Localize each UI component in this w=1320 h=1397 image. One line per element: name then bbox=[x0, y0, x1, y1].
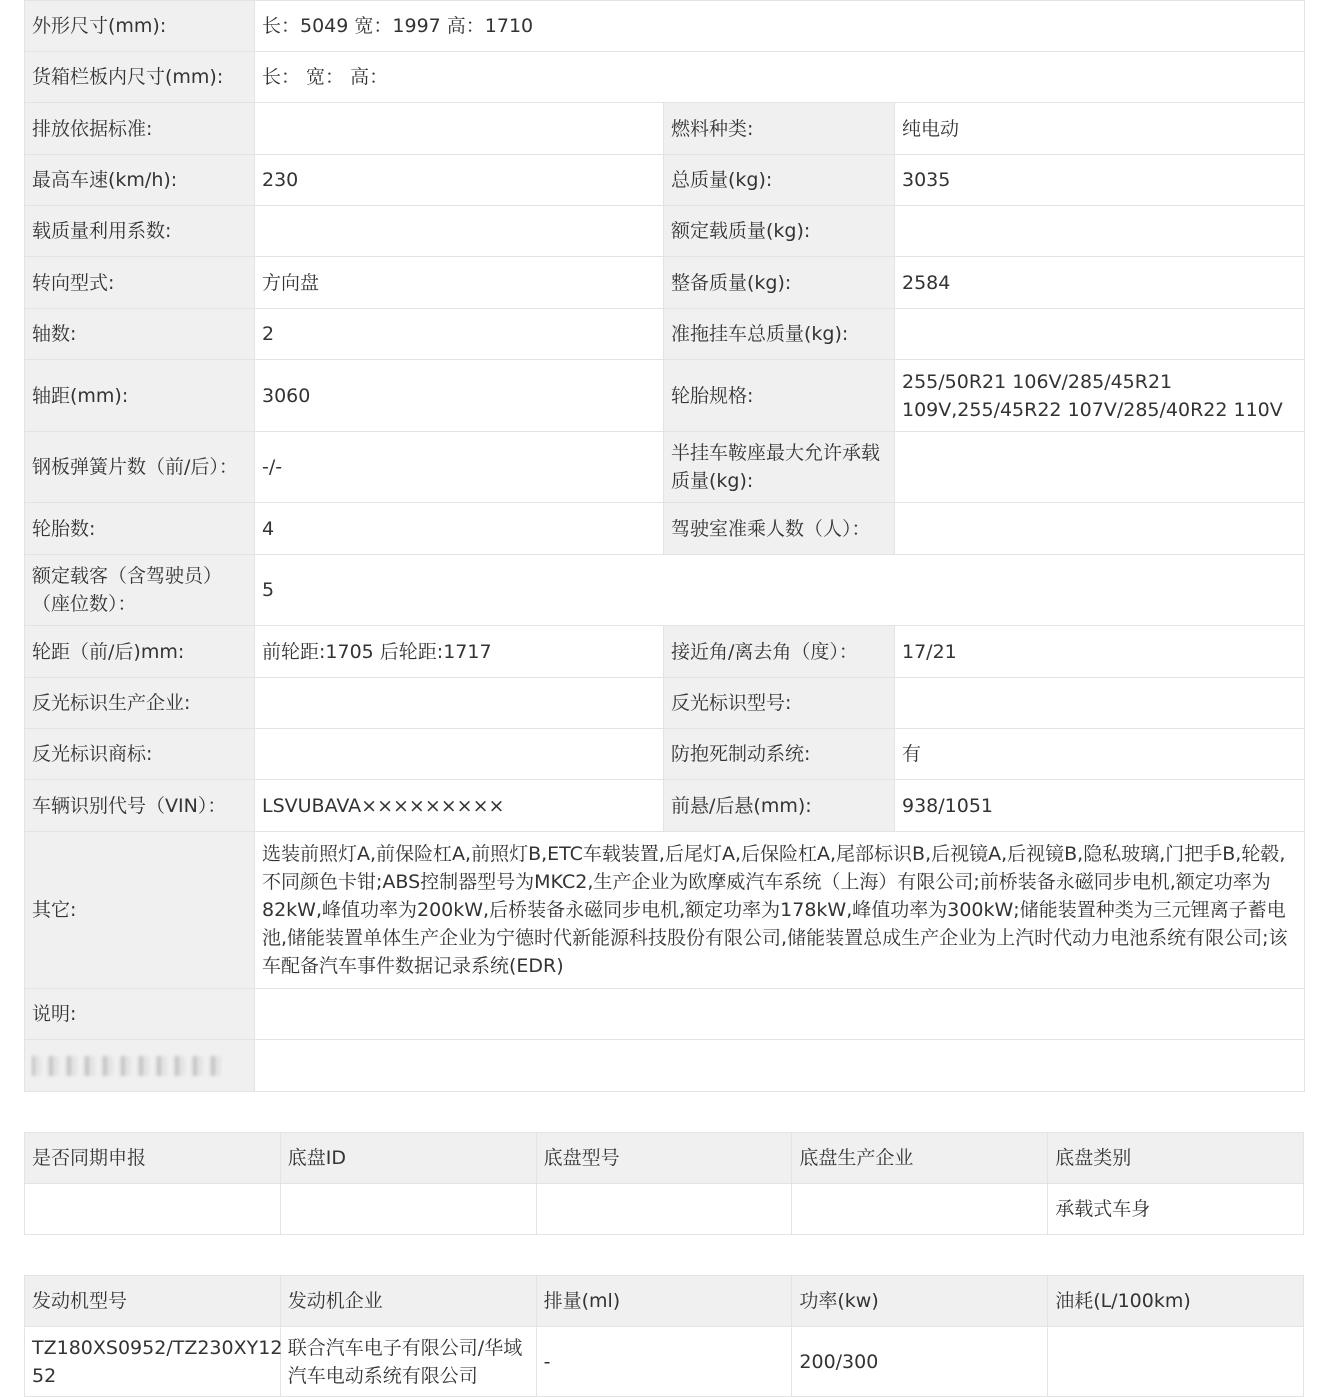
table-row bbox=[25, 1, 1305, 52]
steering-value: 方向盘 bbox=[255, 257, 664, 309]
load-coef-label: 载质量利用系数: bbox=[25, 206, 255, 257]
redacted-blur bbox=[32, 1056, 222, 1076]
angle-label: 接近角/离去角（度）： bbox=[664, 626, 895, 678]
table-row bbox=[25, 780, 1305, 832]
table-row bbox=[25, 678, 1305, 729]
load-coef-value bbox=[255, 206, 664, 257]
steering-label: 转向型式: bbox=[25, 257, 255, 309]
rated-load-value bbox=[895, 206, 1305, 257]
seats-value: 5 bbox=[255, 555, 1305, 626]
chassis-header: 底盘类别 bbox=[1048, 1133, 1304, 1184]
refl-brand-label: 反光标识商标: bbox=[25, 729, 255, 780]
tire-spec-line: 109V,255/45R22 107V/285/40R22 110V bbox=[902, 398, 1283, 421]
table-row bbox=[25, 503, 1305, 555]
table-row bbox=[25, 103, 1305, 155]
total-mass-value: 3035 bbox=[895, 155, 1305, 206]
leaf-label: 钢板弹簧片数（前/后）： bbox=[25, 432, 255, 503]
table-header-row bbox=[25, 1133, 1304, 1184]
tires-label: 轮胎数: bbox=[25, 503, 255, 555]
engine-model-line: TZ180XS0952/TZ230XY12 bbox=[32, 1336, 283, 1359]
refl-maker-value bbox=[255, 678, 664, 729]
engine-model-cell bbox=[25, 1327, 281, 1397]
cab-value bbox=[895, 503, 1305, 555]
table-row bbox=[25, 309, 1305, 360]
total-mass-label: 总质量(kg): bbox=[664, 155, 895, 206]
engine-model-line: 52 bbox=[32, 1364, 57, 1387]
table-header-row bbox=[25, 1276, 1304, 1327]
engine-table bbox=[24, 1275, 1304, 1397]
table-row bbox=[25, 432, 1305, 503]
vin-label: 车辆识别代号（VIN）： bbox=[25, 780, 255, 832]
speed-value: 230 bbox=[255, 155, 664, 206]
overhang-value: 938/1051 bbox=[895, 780, 1305, 832]
table-row bbox=[25, 729, 1305, 780]
emission-value bbox=[255, 103, 664, 155]
chassis-cell: 承载式车身 bbox=[1048, 1184, 1304, 1235]
table-row bbox=[25, 1327, 1304, 1397]
axles-label: 轴数: bbox=[25, 309, 255, 360]
chassis-cell bbox=[536, 1184, 792, 1235]
abs-label: 防抱死制动系统: bbox=[664, 729, 895, 780]
rated-load-label: 额定载质量(kg): bbox=[664, 206, 895, 257]
table-row bbox=[25, 555, 1305, 626]
chassis-header: 底盘ID bbox=[280, 1133, 536, 1184]
announcement-document bbox=[24, 0, 1304, 1397]
refl-maker-label: 反光标识生产企业: bbox=[25, 678, 255, 729]
vin-value: LSVUBAVA××××××××× bbox=[255, 780, 664, 832]
table-row bbox=[25, 360, 1305, 432]
engine-header: 发动机企业 bbox=[280, 1276, 536, 1327]
engine-header: 排量(ml) bbox=[536, 1276, 792, 1327]
engine-power-cell: 200/300 bbox=[792, 1327, 1048, 1397]
cargo-label: 货箱栏板内尺寸(mm): bbox=[25, 52, 255, 103]
chassis-header: 是否同期申报 bbox=[25, 1133, 281, 1184]
emission-label: 排放依据标准: bbox=[25, 103, 255, 155]
curb-mass-value: 2584 bbox=[895, 257, 1305, 309]
seats-label bbox=[25, 555, 255, 626]
cab-label: 驾驶室准乘人数（人）： bbox=[664, 503, 895, 555]
curb-mass-label: 整备质量(kg): bbox=[664, 257, 895, 309]
saddle-label-line: 半挂车鞍座最大允许承载 bbox=[671, 442, 881, 464]
track-value: 前轮距:1705 后轮距:1717 bbox=[255, 626, 664, 678]
seats-label-line: （座位数）： bbox=[32, 593, 137, 615]
vehicle-params-table bbox=[24, 0, 1305, 1092]
other-label: 其它: bbox=[25, 832, 255, 989]
angle-value: 17/21 bbox=[895, 626, 1305, 678]
table-row bbox=[25, 1184, 1304, 1235]
wheelbase-value: 3060 bbox=[255, 360, 664, 432]
engine-maker-line: 汽车电动系统有限公司 bbox=[287, 1364, 478, 1387]
chassis-cell bbox=[25, 1184, 281, 1235]
trailer-value bbox=[895, 309, 1305, 360]
dims-value: 长：5049 宽：1997 高：1710 bbox=[255, 1, 1305, 52]
engine-maker-line: 联合汽车电子有限公司/华域 bbox=[287, 1336, 523, 1359]
redacted-value bbox=[255, 1040, 1305, 1092]
table-row bbox=[25, 257, 1305, 309]
engine-consumption-cell bbox=[1048, 1327, 1304, 1397]
table-row bbox=[25, 989, 1305, 1040]
saddle-label bbox=[664, 432, 895, 503]
speed-label: 最高车速(km/h): bbox=[25, 155, 255, 206]
chassis-header: 底盘型号 bbox=[536, 1133, 792, 1184]
tires-value: 4 bbox=[255, 503, 664, 555]
table-row bbox=[25, 832, 1305, 989]
other-value: 选装前照灯A,前保险杠A,前照灯B,ETC车载装置,后尾灯A,后保险杠A,尾部标识B,后视镜A,后视镜B,隐私玻璃,门把手B,轮毂,不同颜色卡钳;ABS控制器型号为MKC2,生产企业为欧摩威汽车系统（上海）有限公司;前桥装备永磁同步电机,额定功率为82kW,峰值功率为200kW,后桥装备永磁同步电机,额定功率为178kW,峰值功率为300kW;储能装置种类为三元锂离子蓄电池,储能装置单体生产企业为宁德时代新能源科技股份有限公司,储能装置总成生产企业为上汽时代动力电池系统有限公司;该车配备汽车事件数据记录系统(EDR) bbox=[255, 832, 1305, 989]
refl-brand-value bbox=[255, 729, 664, 780]
saddle-label-line: 质量(kg): bbox=[671, 470, 754, 492]
engine-header: 功率(kw) bbox=[792, 1276, 1048, 1327]
abs-value: 有 bbox=[895, 729, 1305, 780]
engine-displacement-cell: - bbox=[536, 1327, 792, 1397]
refl-model-value bbox=[895, 678, 1305, 729]
leaf-value: -/- bbox=[255, 432, 664, 503]
tire-spec-label: 轮胎规格: bbox=[664, 360, 895, 432]
engine-maker-cell bbox=[280, 1327, 536, 1397]
chassis-cell bbox=[280, 1184, 536, 1235]
seats-label-line: 额定载客（含驾驶员） bbox=[32, 565, 223, 587]
table-row bbox=[25, 626, 1305, 678]
table-row bbox=[25, 52, 1305, 103]
wheelbase-label: 轴距(mm): bbox=[25, 360, 255, 432]
fuel-value: 纯电动 bbox=[895, 103, 1305, 155]
chassis-table bbox=[24, 1132, 1304, 1235]
cargo-value: 长： 宽： 高： bbox=[255, 52, 1305, 103]
refl-model-label: 反光标识型号: bbox=[664, 678, 895, 729]
axles-value: 2 bbox=[255, 309, 664, 360]
tire-spec-value bbox=[895, 360, 1305, 432]
table-row bbox=[25, 155, 1305, 206]
tire-spec-line: 255/50R21 106V/285/45R21 bbox=[902, 370, 1173, 393]
redacted-label bbox=[25, 1040, 255, 1092]
engine-header: 发动机型号 bbox=[25, 1276, 281, 1327]
table-row bbox=[25, 206, 1305, 257]
dims-label: 外形尺寸(mm): bbox=[25, 1, 255, 52]
chassis-header: 底盘生产企业 bbox=[792, 1133, 1048, 1184]
engine-header: 油耗(L/100km) bbox=[1048, 1276, 1304, 1327]
overhang-label: 前悬/后悬(mm): bbox=[664, 780, 895, 832]
note-value bbox=[255, 989, 1305, 1040]
table-row bbox=[25, 1040, 1305, 1092]
track-label: 轮距（前/后)mm: bbox=[25, 626, 255, 678]
fuel-label: 燃料种类: bbox=[664, 103, 895, 155]
note-label: 说明: bbox=[25, 989, 255, 1040]
chassis-cell bbox=[792, 1184, 1048, 1235]
saddle-value bbox=[895, 432, 1305, 503]
trailer-label: 准拖挂车总质量(kg): bbox=[664, 309, 895, 360]
